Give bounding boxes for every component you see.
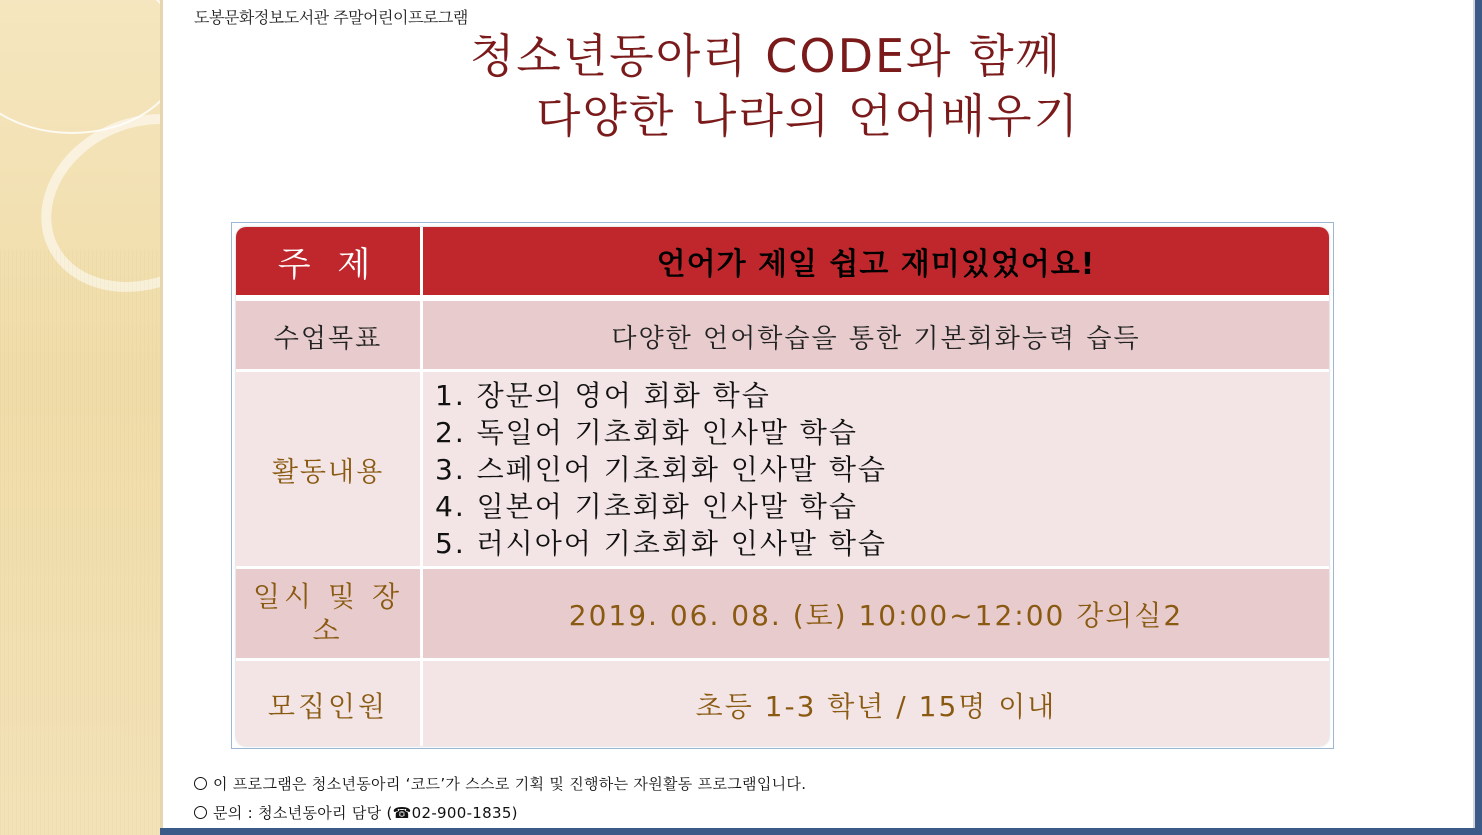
goal-label[interactable]: 수업목표 [236, 301, 423, 371]
window-right-border [1475, 0, 1482, 835]
resize-handle-top[interactable] [777, 219, 783, 223]
program-note [194, 773, 806, 794]
date-label[interactable]: 일시 및 장소 [236, 569, 423, 659]
recruit-label[interactable]: 모집인원 [236, 661, 423, 746]
program-note-text: 이 프로그램은 청소년동아리 ‘코드’가 스스로 기획 및 진행하는 자원활동 프로그램입니다. [213, 775, 807, 793]
window-bottom-border [160, 828, 1475, 835]
activity-label[interactable]: 활동내용 [236, 372, 423, 567]
activity-item: 4. 일본어 기초회화 인사말 학습 [435, 490, 858, 523]
activity-item: 1. 장문의 영어 회화 학습 [435, 379, 771, 412]
table-row-goal[interactable] [236, 298, 1329, 371]
slide-left-border [160, 0, 163, 835]
title-line-2: 다양한 나라의 언어배우기 [536, 89, 1081, 143]
resize-handle-right[interactable] [1331, 483, 1337, 487]
resize-handle-bottom-right[interactable] [1331, 748, 1337, 752]
program-subtitle: 도봉문화정보도서관 주말어린이프로그램 [194, 8, 468, 27]
resize-handle-bottom[interactable] [777, 748, 783, 752]
left-decoration [0, 0, 160, 835]
resize-handle-bottom-left[interactable] [228, 748, 234, 752]
table-row-theme[interactable] [236, 227, 1329, 295]
theme-label[interactable]: 주 제 [236, 227, 423, 295]
resize-handle-left[interactable] [228, 483, 234, 487]
resize-handle-top-right[interactable] [1331, 219, 1337, 223]
decorative-ring [0, 0, 160, 134]
decorative-texture [0, 250, 160, 835]
table-row-date-place[interactable] [236, 566, 1329, 659]
contact-note [194, 802, 518, 823]
title-line-1: 청소년동아리 CODE와 함께 [470, 29, 1062, 83]
activity-item: 3. 스페인어 기초회화 인사말 학습 [435, 453, 887, 486]
activity-item: 5. 러시아어 기초회화 인사말 학습 [435, 527, 887, 560]
program-info-table[interactable] [236, 227, 1329, 746]
table-row-activities[interactable] [236, 369, 1329, 567]
activity-list [435, 377, 887, 562]
resize-handle-top-left[interactable] [228, 219, 234, 223]
activity-item: 2. 독일어 기초회화 인사말 학습 [435, 416, 858, 449]
circle-bullet-icon [194, 777, 207, 790]
page-title[interactable] [470, 26, 1130, 146]
theme-value[interactable]: 언어가 제일 쉽고 재미있었어요! [656, 247, 1096, 282]
table-row-recruit[interactable] [236, 658, 1329, 746]
date-value[interactable]: 2019. 06. 08. (토) 10:00~12:00 강의실2 [568, 599, 1184, 632]
circle-bullet-icon [194, 806, 207, 819]
activity-cell[interactable] [423, 372, 1329, 567]
recruit-value[interactable]: 초등 1-3 학년 / 15명 이내 [695, 690, 1057, 723]
goal-value[interactable]: 다양한 언어학습을 통한 기본회화능력 습득 [611, 323, 1141, 354]
contact-note-text: 문의 : 청소년동아리 담당 (☎02-900-1835) [213, 804, 518, 822]
